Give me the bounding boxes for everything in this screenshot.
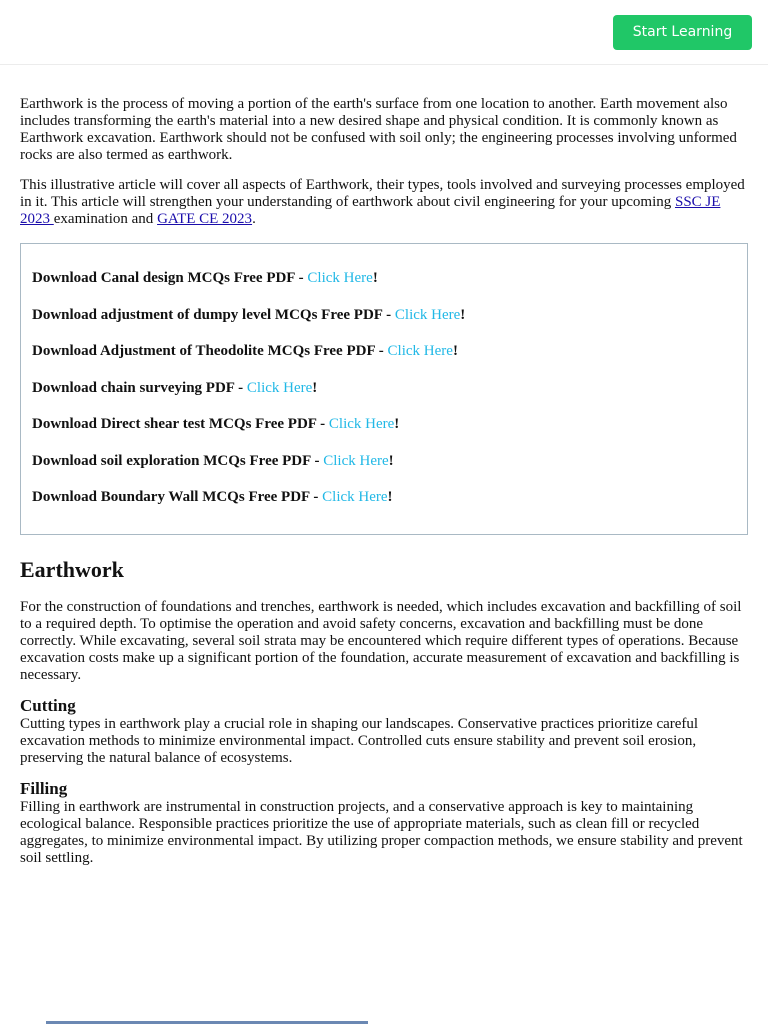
download-item-text: Download chain surveying PDF - [32, 379, 247, 396]
download-item: Download chain surveying PDF - Click Here! [32, 379, 318, 396]
click-here-link[interactable]: Click Here [322, 489, 388, 505]
start-learning-button[interactable]: Start Learning [613, 15, 752, 50]
filling-paragraph: Filling in earthwork are instrumental in construction projects, and a conservative approach is key to maintaining ecological balance. Responsible practices prioritize the use of appropriate materials, such as clean fill or recycled aggregates, to minimize environmental impact. By utilizing proper compaction methods, we ensure stability and prevent soil settling. [20, 799, 743, 866]
download-item: Download Boundary Wall MCQs Free PDF - Click Here! [32, 489, 393, 505]
download-item: Download soil exploration MCQs Free PDF - Click Here! [32, 452, 394, 469]
download-item: Download adjustment of dumpy level MCQs Free PDF - Click Here! [32, 306, 466, 323]
download-item-text: Download Boundary Wall MCQs Free PDF - [32, 489, 323, 505]
gate-ce-link[interactable]: GATE CE 2023 [157, 211, 253, 227]
earthwork-heading: Earthwork [20, 557, 124, 582]
download-item-text: Download Adjustment of Theodolite MCQs Free PDF - [32, 343, 388, 359]
intro-text-after: . [252, 211, 256, 227]
top-bar [0, 0, 768, 65]
download-item-text: Download adjustment of dumpy level MCQs Free PDF - [32, 306, 395, 323]
download-item: Download Adjustment of Theodolite MCQs Free PDF - Click Here! [32, 343, 458, 359]
download-box [20, 243, 748, 535]
click-here-link[interactable]: Click Here [323, 452, 389, 469]
download-item-text: Download Direct shear test MCQs Free PDF - [32, 416, 329, 432]
download-item-text: Download soil exploration MCQs Free PDF - [32, 452, 324, 469]
click-here-link[interactable]: Click Here [246, 379, 313, 396]
cutting-paragraph: Cutting types in earthwork play a crucial role in shaping our landscapes. Conservative practices prioritize careful excavation methods to minimize environmental impact. Controlled cuts ensure stability and prevent soil erosion, preserving the natural balance of ecosystems. [20, 716, 699, 766]
cutting-heading: Cutting [20, 696, 76, 715]
ssc-je-link[interactable]: SSC JE 2023 [20, 194, 721, 227]
click-here-link[interactable]: Click Here [387, 343, 453, 359]
intro-paragraph-2 [20, 177, 748, 228]
intro-paragraph: Earthwork is the process of moving a portion of the earth's surface from one location to another. Earth movement also includes transforming the earth's material into a new desired shape and physical condition. It is commonly known as Earthwork excavation. Earthwork should not be confused with soil only; the engineering processes involving unformed rocks are also termed as earthwork. [20, 96, 737, 163]
click-here-link[interactable]: Click Here [394, 306, 461, 323]
intro-text-before: This illustrative article will cover all aspects of Earthwork, their types, tools involved and surveying processes employed in it. This article will strengthen your understanding of earthwork about civil engineering for your upcoming [20, 177, 745, 210]
filling-heading: Filling [20, 779, 68, 798]
download-item: Download Direct shear test MCQs Free PDF - Click Here! [32, 416, 400, 432]
click-here-link[interactable]: Click Here [328, 416, 395, 432]
download-list [32, 270, 465, 526]
earthwork-paragraph: For the construction of foundations and trenches, earthwork is needed, which includes excavation and backfilling of soil to a required depth. To optimise the operation and avoid safety concerns, excavation and backfilling must be done correctly. While excavating, several soil strata may be encountered which require different types of operations. Because excavation costs make up a significant portion of the foundation, accurate measurement of excavation and backfilling is necessary. [20, 599, 742, 683]
download-item: Download Canal design MCQs Free PDF - Click Here! [32, 270, 378, 286]
intro-text-middle: examination and [53, 211, 158, 227]
article-content [20, 96, 748, 867]
download-item-text: Download Canal design MCQs Free PDF - [32, 270, 308, 286]
click-here-link[interactable]: Click Here [307, 270, 373, 286]
